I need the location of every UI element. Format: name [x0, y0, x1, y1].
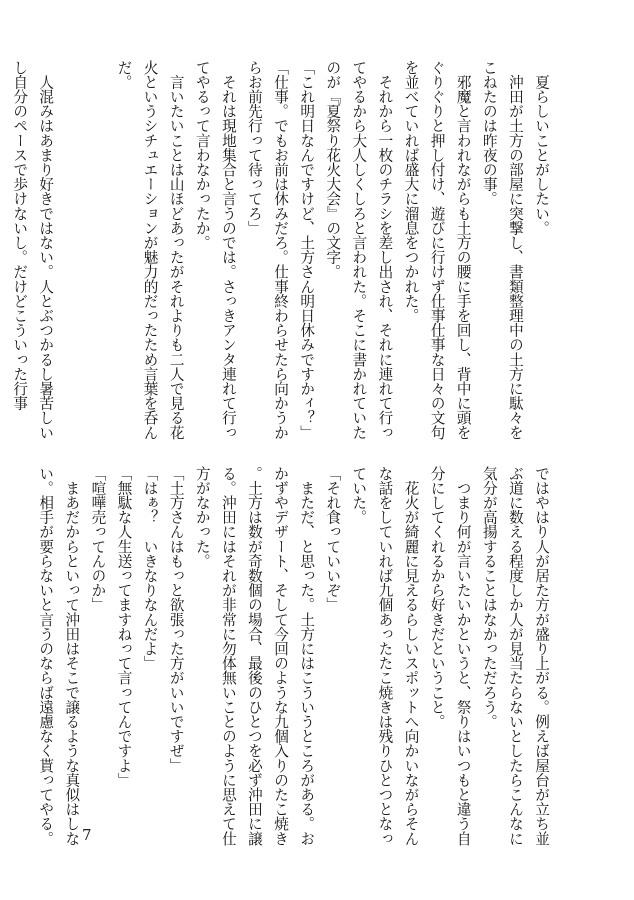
upper-text-block: 夏らしいことがしたい。 沖田が土方の部屋に突撃し、書類整理中の土方に駄々を こねたのは昨夜の事。 邪魔と言われながらも土方の腰に手を回し、背中に頭を ぐりぐりと押し付け、遊びに行けず仕事仕事な日々の文句 を並べていれば盛大に溜息をつかれた。 それから一枚のチラシを差し出され、それに連れて行っ てやるから大人しくしろと言われた。そこに書かれていた のが『夏祭り花火大会』の文字。 「これ明日なんですけど、土方さん明日休みですかィ？」 「仕事。でもお前は休みだろ。仕事終わらせたら向かうか らお前先行って待ってろ」 それは現地集合と言うのでは。さっきアンタ連れて行っ てやるって言わなかったか。 言いたいことは山ほどあったがそれよりも二人で見る花 火というシチュエーションが魅力的だったため言葉を呑ん だ。 人混みはあまり好きではない。人とぶつかるし暑苦しい し自分のペースで歩けないし。だけどこういった行事 — [11, 60, 550, 440]
lower-text-block: ではやはり人が居た方が盛り上がる。例えば屋台が立ち並 ぶ道に数える程度しか人が見当たらないとしたらこんなに 気分が高揚することはなかっただろう。 つまり何が言いたいかというと、祭りはいつもと違う自 分にしてくれるから好きだということ。 花火が綺麗に見えるらしいスポットへ向かいながらそん な話をしていれば九個あったたこ焼きは残りひとつとなっ ていた。 「それ食っていいぞ」 まただ、と思った。土方にはこういうところがある。お かずやデザート、そして今回のような九個入りのたこ焼き 。土方は数が奇数個の場合、最後のひとつを必ず沖田に譲 る。沖田にはそれが非常に勿体無いことのように思えて仕 方がなかった。 「土方さんはもっと欲張った方がいいですぜ」 「はぁ？ いきなりなんだよ」 「無駄な人生送ってますねって言ってんですよ」 「喧嘩売ってんのか」 まあだからといって沖田はそこで譲るような真似はしな い。相手が要らないと言うのならば遠慮なく貰ってやる。 — [37, 466, 550, 846]
page-number: 7 — [82, 826, 92, 844]
